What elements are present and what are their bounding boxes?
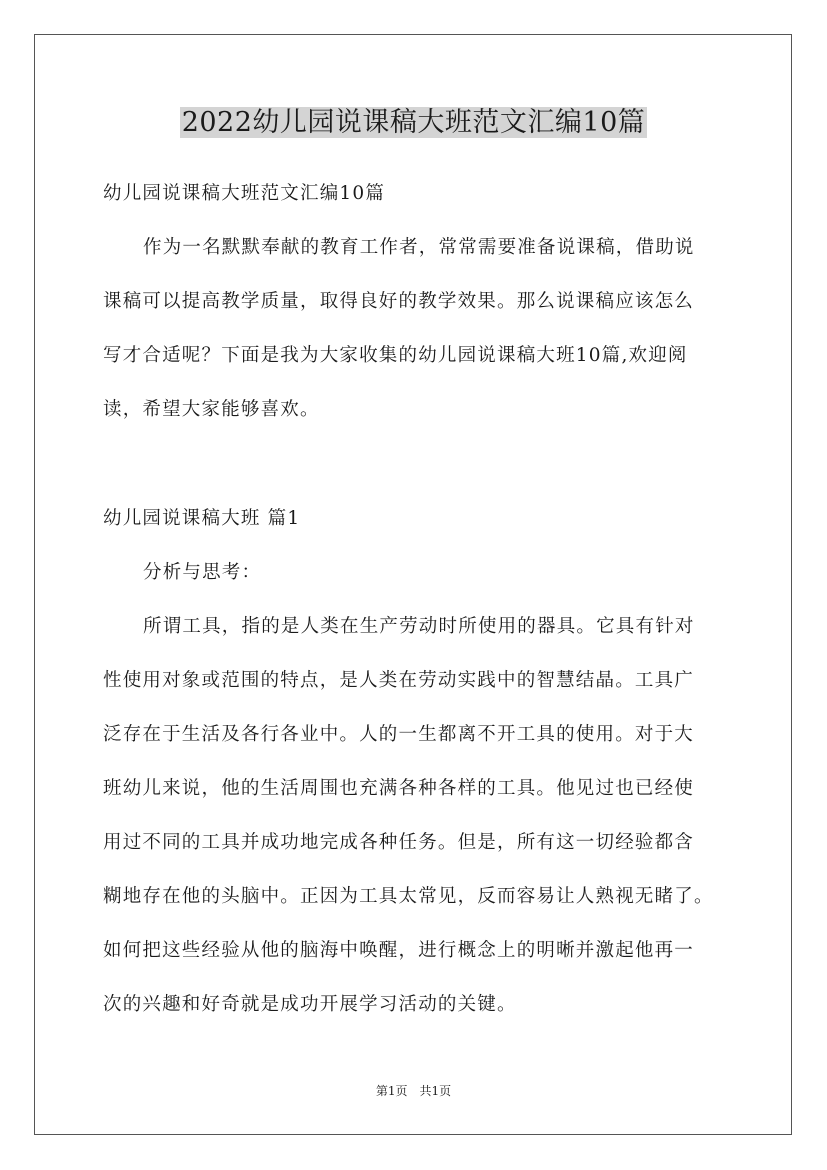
intro-line-4: 读，希望大家能够喜欢。 [103, 399, 320, 420]
body-line-8: 次的兴趣和好奇就是成功开展学习活动的关键。 [103, 994, 517, 1015]
intro-line-3: 写才合适呢？下面是我为大家收集的幼儿园说课稿大班10篇,欢迎阅 [103, 345, 688, 366]
body-line-1: 所谓工具，指的是人类在生产劳动时所使用的器具。它具有针对 [143, 616, 695, 637]
body-line-3: 泛存在于生活及各行各业中。人的一生都离不开工具的使用。对于大 [103, 724, 695, 745]
page-number-footer: 第1页 共1页 [375, 1084, 452, 1098]
analysis-label: 分析与思考： [143, 562, 262, 583]
body-line-5: 用过不同的工具并成功地完成各种任务。但是，所有这一切经验都含 [103, 832, 695, 853]
intro-line-2: 课稿可以提高教学质量，取得良好的教学效果。那么说课稿应该怎么 [103, 291, 695, 312]
document-subtitle: 幼儿园说课稿大班范文汇编10篇 [103, 183, 386, 204]
intro-line-1: 作为一名默默奉献的教育工作者，常常需要准备说课稿，借助说 [143, 237, 695, 258]
body-line-4: 班幼儿来说，他的生活周围也充满各种各样的工具。他见过也已经使 [103, 778, 695, 799]
body-line-2: 性使用对象或范围的特点，是人类在劳动实践中的智慧结晶。工具广 [103, 670, 695, 691]
document-title: 2022幼儿园说课稿大班范文汇编10篇 [181, 107, 646, 138]
body-line-6: 糊地存在他的头脑中。正因为工具太常见，反而容易让人熟视无睹了。 [103, 886, 714, 907]
body-line-7: 如何把这些经验从他的脑海中唤醒，进行概念上的明晰并激起他再一 [103, 940, 695, 961]
section-heading: 幼儿园说课稿大班 篇1 [103, 508, 301, 529]
